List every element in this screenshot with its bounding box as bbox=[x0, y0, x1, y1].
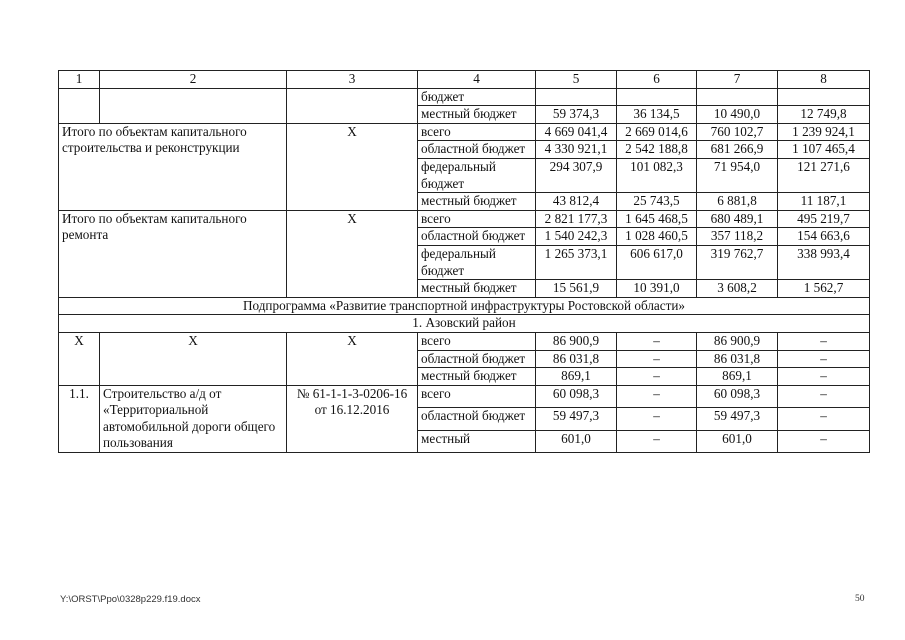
budget-type-cell: местный bbox=[418, 430, 536, 452]
budget-type-cell: местный бюджет bbox=[418, 368, 536, 386]
budget-type-cell: бюджет bbox=[418, 88, 536, 106]
object-name-cell bbox=[100, 88, 287, 123]
document-cell: Х bbox=[287, 332, 418, 385]
value-cell: 495 219,7 bbox=[778, 210, 870, 228]
budget-type-cell: всего bbox=[418, 210, 536, 228]
column-header: 2 bbox=[100, 71, 287, 89]
budget-type-cell: всего bbox=[418, 123, 536, 141]
value-cell: 1 265 373,1 bbox=[536, 245, 617, 279]
value-cell: 1 645 468,5 bbox=[617, 210, 697, 228]
value-cell: 601,0 bbox=[536, 430, 617, 452]
row-number-cell: Х bbox=[59, 332, 100, 385]
footer-file-path: Y:\ORST\Ppo\0328p229.f19.docx bbox=[60, 594, 201, 605]
budget-type-cell: областной бюджет bbox=[418, 228, 536, 246]
value-cell: 3 608,2 bbox=[697, 280, 778, 298]
value-cell: 154 663,6 bbox=[778, 228, 870, 246]
table-row bbox=[59, 88, 870, 106]
budget-type-cell: областной бюджет bbox=[418, 350, 536, 368]
budget-type-cell: областной бюджет bbox=[418, 141, 536, 159]
value-cell: – bbox=[778, 430, 870, 452]
value-cell: 1 239 924,1 bbox=[778, 123, 870, 141]
value-cell: 601,0 bbox=[697, 430, 778, 452]
value-cell: 869,1 bbox=[697, 368, 778, 386]
value-cell: 60 098,3 bbox=[536, 385, 617, 407]
column-header: 5 bbox=[536, 71, 617, 89]
value-cell: 60 098,3 bbox=[697, 385, 778, 407]
value-cell: – bbox=[778, 408, 870, 430]
subprogram-title: Подпрограмма «Развитие транспортной инфраструктуры Ростовской области» bbox=[59, 297, 870, 315]
table-header-row bbox=[59, 71, 870, 89]
table-row bbox=[59, 123, 870, 141]
value-cell: – bbox=[617, 408, 697, 430]
value-cell: 1 562,7 bbox=[778, 280, 870, 298]
total-label-cell: Итого по объектам капитального строительства и реконструкции bbox=[59, 123, 287, 210]
total-label-cell: Итого по объектам капитального ремонта bbox=[59, 210, 287, 297]
value-cell: 319 762,7 bbox=[697, 245, 778, 279]
value-cell: – bbox=[778, 332, 870, 350]
value-cell: 10 490,0 bbox=[697, 106, 778, 124]
column-header: 3 bbox=[287, 71, 418, 89]
value-cell: – bbox=[778, 350, 870, 368]
value-cell: – bbox=[617, 350, 697, 368]
value-cell: 606 617,0 bbox=[617, 245, 697, 279]
value-cell: 2 821 177,3 bbox=[536, 210, 617, 228]
value-cell: 59 374,3 bbox=[536, 106, 617, 124]
value-cell: 71 954,0 bbox=[697, 158, 778, 192]
value-cell: 86 031,8 bbox=[536, 350, 617, 368]
object-name-cell: Х bbox=[100, 332, 287, 385]
budget-type-cell: местный бюджет bbox=[418, 106, 536, 124]
value-cell: 869,1 bbox=[536, 368, 617, 386]
document-cell: № 61-1-1-3-0206-16 от 16.12.2016 bbox=[287, 385, 418, 452]
value-cell: 2 669 014,6 bbox=[617, 123, 697, 141]
value-cell: – bbox=[617, 385, 697, 407]
value-cell: 338 993,4 bbox=[778, 245, 870, 279]
value-cell: – bbox=[617, 430, 697, 452]
value-cell: – bbox=[778, 368, 870, 386]
table-row bbox=[59, 385, 870, 407]
table-row bbox=[59, 332, 870, 350]
value-cell: 357 118,2 bbox=[697, 228, 778, 246]
value-cell: 12 749,8 bbox=[778, 106, 870, 124]
value-cell: 10 391,0 bbox=[617, 280, 697, 298]
value-cell: 86 031,8 bbox=[697, 350, 778, 368]
document-cell: Х bbox=[287, 210, 418, 297]
table-row bbox=[59, 210, 870, 228]
value-cell: 760 102,7 bbox=[697, 123, 778, 141]
value-cell: 681 266,9 bbox=[697, 141, 778, 159]
value-cell: 86 900,9 bbox=[536, 332, 617, 350]
value-cell: 1 107 465,4 bbox=[778, 141, 870, 159]
value-cell: 36 134,5 bbox=[617, 106, 697, 124]
value-cell: 43 812,4 bbox=[536, 193, 617, 211]
document-cell: Х bbox=[287, 123, 418, 210]
value-cell: 4 330 921,1 bbox=[536, 141, 617, 159]
value-cell: 4 669 041,4 bbox=[536, 123, 617, 141]
value-cell: 15 561,9 bbox=[536, 280, 617, 298]
value-cell: 2 542 188,8 bbox=[617, 141, 697, 159]
value-cell: 294 307,9 bbox=[536, 158, 617, 192]
column-header: 4 bbox=[418, 71, 536, 89]
column-header: 6 bbox=[617, 71, 697, 89]
budget-table bbox=[58, 70, 870, 453]
value-cell: 59 497,3 bbox=[536, 408, 617, 430]
column-header: 8 bbox=[778, 71, 870, 89]
budget-type-cell: всего bbox=[418, 385, 536, 407]
budget-type-cell: всего bbox=[418, 332, 536, 350]
column-header: 1 bbox=[59, 71, 100, 89]
district-title: 1. Азовский район bbox=[59, 315, 870, 333]
value-cell: 121 271,6 bbox=[778, 158, 870, 192]
budget-type-cell: федеральный бюджет bbox=[418, 245, 536, 279]
value-cell bbox=[778, 88, 870, 106]
value-cell bbox=[697, 88, 778, 106]
subprogram-row bbox=[59, 297, 870, 315]
value-cell: 680 489,1 bbox=[697, 210, 778, 228]
district-row bbox=[59, 315, 870, 333]
row-number-cell bbox=[59, 88, 100, 123]
value-cell: 86 900,9 bbox=[697, 332, 778, 350]
page-number: 50 bbox=[855, 594, 865, 604]
budget-type-cell: местный бюджет bbox=[418, 280, 536, 298]
document-cell bbox=[287, 88, 418, 123]
value-cell: 6 881,8 bbox=[697, 193, 778, 211]
value-cell: 11 187,1 bbox=[778, 193, 870, 211]
budget-type-cell: местный бюджет bbox=[418, 193, 536, 211]
object-name-cell: Строительство а/д от «Территориальной автомобильной дороги общего пользования bbox=[100, 385, 287, 452]
value-cell bbox=[617, 88, 697, 106]
value-cell: 59 497,3 bbox=[697, 408, 778, 430]
value-cell: 1 028 460,5 bbox=[617, 228, 697, 246]
budget-type-cell: областной бюджет bbox=[418, 408, 536, 430]
budget-type-cell: федеральный бюджет bbox=[418, 158, 536, 192]
column-header: 7 bbox=[697, 71, 778, 89]
value-cell: 1 540 242,3 bbox=[536, 228, 617, 246]
value-cell: 25 743,5 bbox=[617, 193, 697, 211]
value-cell: 101 082,3 bbox=[617, 158, 697, 192]
row-number-cell: 1.1. bbox=[59, 385, 100, 452]
value-cell: – bbox=[617, 368, 697, 386]
value-cell bbox=[536, 88, 617, 106]
value-cell: – bbox=[778, 385, 870, 407]
value-cell: – bbox=[617, 332, 697, 350]
